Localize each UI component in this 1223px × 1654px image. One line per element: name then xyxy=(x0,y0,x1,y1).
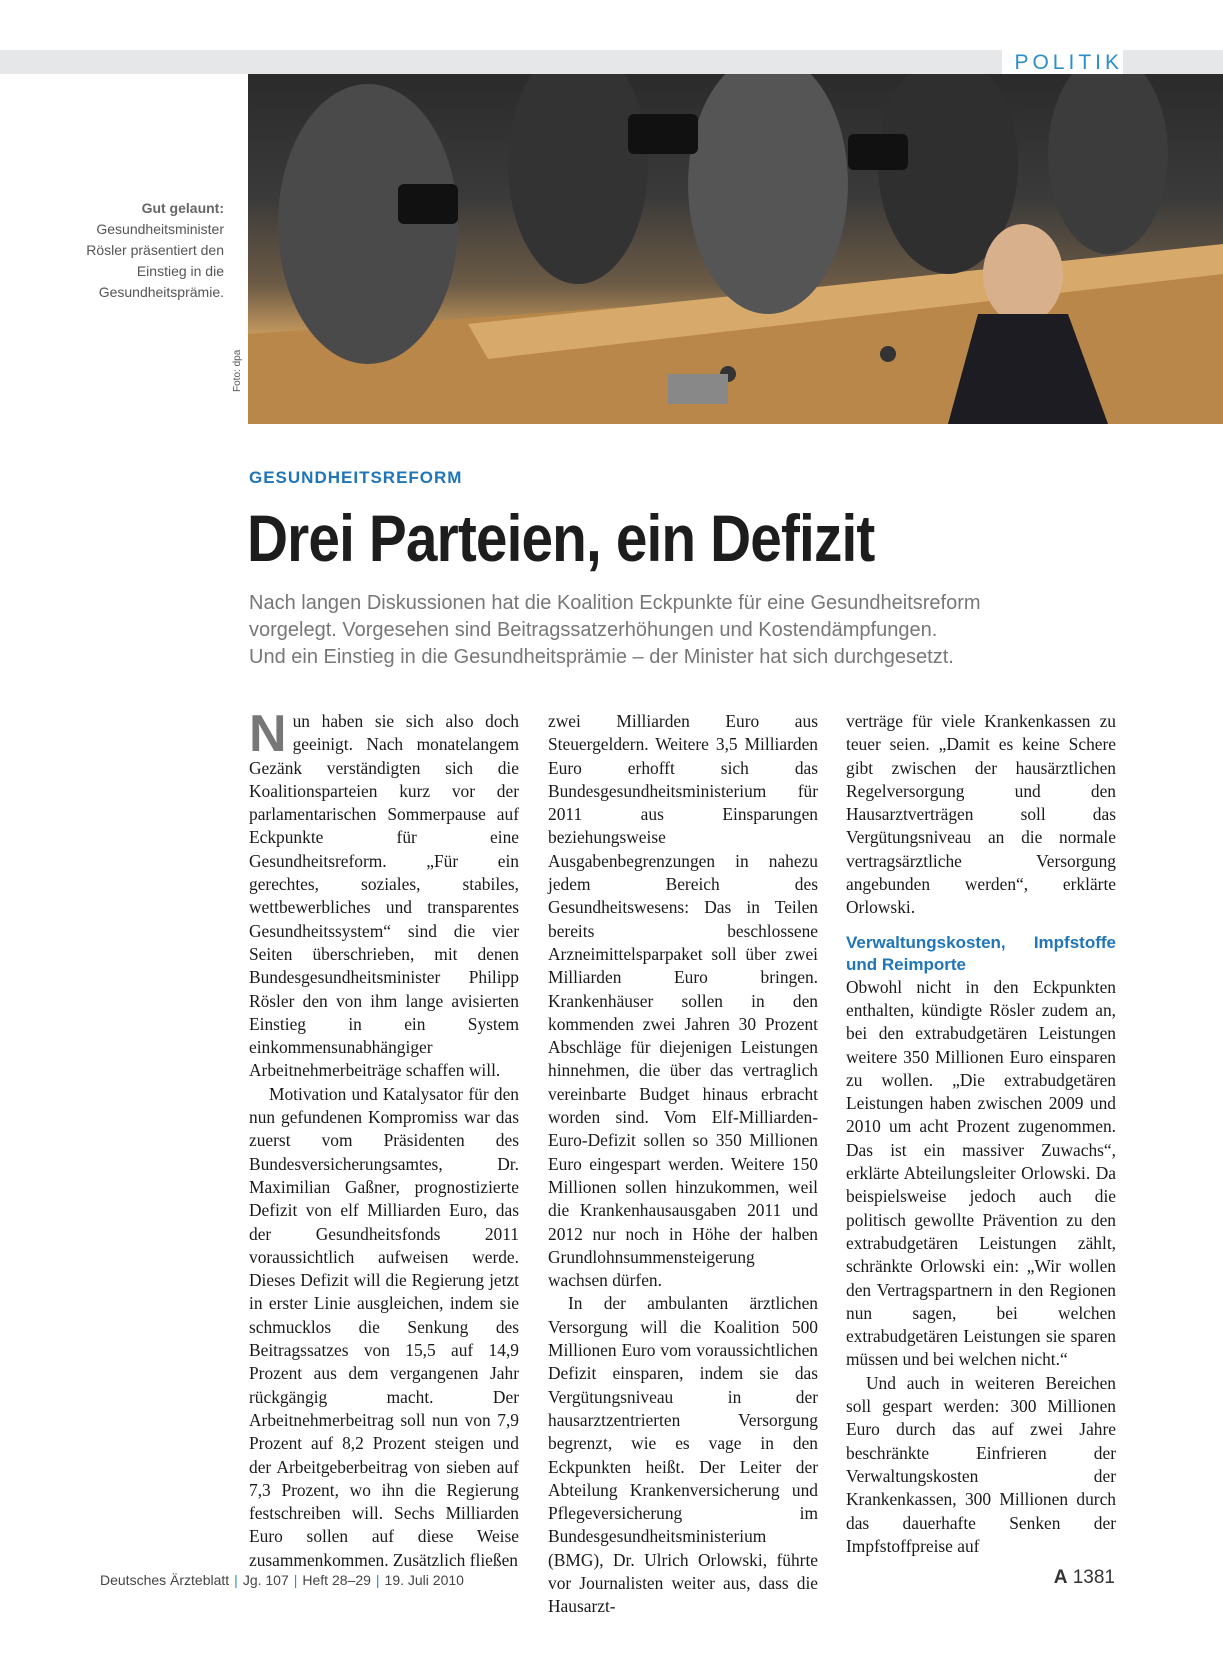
page-number-value: 1381 xyxy=(1072,1567,1115,1588)
photo-caption xyxy=(60,198,224,303)
page-footer xyxy=(100,1572,464,1588)
article-column-1 xyxy=(249,705,519,1572)
paragraph: Obwohl nicht in den Eckpunkten enthalten, kündigte Rösler zudem an, bei den extrabudgetären Leistungen weitere 350 Millionen Euro einsparen zu wollen. „Die extrabudgetären Leistungen haben zwischen 2009 und 2010 um acht Prozent zugenommen. Das ist ein massiver Zuwachs“, erklärte Abteilungsleiter Orlowski. Da beispielsweise jedoch auch die politisch gewollte Prävention zu den extrabudgetären Leistungen zählt, schränkte Orlowski ein: „Wir wollen den Vertragspartnern in den Regionen nun sagen, bei welchen extrabudgetären Leistungen sie sparen müssen und bei welchen nicht.“ xyxy=(846,976,1116,1370)
separator: | xyxy=(375,1572,380,1588)
paragraph: zwei Milliarden Euro aus Steuergeldern. Weitere 3,5 Milliarden Euro erhofft sich das Bundesgesundheitsministerium für 2011 aus Einsparungen beziehungsweise Ausgabenbegrenzungen in nahezu jedem Bereich des Gesundheitswesens: Das in Teilen bereits beschlossene Arzneimittelsparpaket soll über zwei Milliarden Euro bringen. Krankenhäuser sollen in den kommenden zwei Jahren 30 Prozent Abschläge für diejenigen Leistungen hinnehmen, die über das vertraglich vereinbarte Budget hinaus erbracht worden sind. Vom Elf-Milliarden-Euro-Defizit sollen so 350 Millionen Euro eingespart werden. Weitere 150 Millionen sollen hinzukommen, weil die Krankenhausausgaben 2011 und 2012 nur noch in Höhe der halben Grundlohnsummensteigerung wachsen dürfen. xyxy=(548,711,818,1291)
paragraph xyxy=(249,705,519,1083)
section-subheading: Verwaltungskosten, Impfstoffe und Reimporte xyxy=(846,932,1116,974)
article-photo xyxy=(248,74,1223,424)
paragraph: Und auch in weiteren Bereichen soll gespart werden: 300 Millionen Euro durch das auf zwei Jahre beschränkte Einfrieren der Verwaltungskosten der Krankenkassen, 300 Millionen durch das dauerhafte Senken der Impfstoffpreise auf xyxy=(846,1372,1116,1556)
photo-credit: Foto: dpa xyxy=(232,349,243,392)
issue-date: 19. Juli 2010 xyxy=(384,1572,464,1588)
caption-text: Gesundheitsminister Rösler präsentiert den Einstieg in die Gesundheitsprämie. xyxy=(86,221,224,300)
journal-name: Deutsches Ärzteblatt xyxy=(100,1572,230,1588)
press-photo-illustration xyxy=(248,74,1223,424)
lede-line: Und ein Einstieg in die Gesundheitsprämie – der Minister hat sich durchgesetzt. xyxy=(249,646,954,668)
paragraph: verträge für viele Krankenkassen zu teuer seien. „Damit es keine Schere gibt zwischen der hausärztlichen Regelversorgung und den Hausarztverträgen soll das Vergütungsniveau an die normale vertragsärztliche Versorgung angebunden werden“, erklärte Orlowski. xyxy=(846,711,1116,918)
caption-title: Gut gelaunt: xyxy=(141,200,224,216)
volume: Jg. 107 xyxy=(242,1572,289,1588)
lede-line: Nach langen Diskussionen hat die Koalition Eckpunkte für eine Gesundheitsreform xyxy=(249,592,981,614)
article-column-3 xyxy=(846,710,1116,1558)
article-headline: Drei Parteien, ein Defizit xyxy=(247,501,875,575)
section-label: POLITIK xyxy=(1002,50,1123,74)
article-column-2 xyxy=(548,710,818,1619)
article-kicker: GESUNDHEITSREFORM xyxy=(249,468,463,487)
paragraph-text: un haben sie sich also doch geeinigt. Nach monatelangem Gezänk verständigten sich die Koalitionsparteien kurz vor der parlamentarischen Sommerpause auf Eckpunkte für eine Gesundheitsreform. „Für ein gerechtes, soziales, stabiles, wettbewerbliches und transparentes Gesundheitssystem“ sind die vier Seiten überschrieben, mit denen Bundesgesundheitsminister Philipp Rösler den von ihm lange avisierten Einstieg in ein System einkommensunabhängiger Arbeitnehmerbeiträge schaffen will. xyxy=(249,711,519,1081)
issue: Heft 28–29 xyxy=(302,1572,371,1588)
page-number xyxy=(1054,1567,1115,1589)
lede-line: vorgelegt. Vorgesehen sind Beitragssatzerhöhungen und Kostendämpfungen. xyxy=(249,619,938,641)
separator: | xyxy=(234,1572,238,1588)
drop-cap: N xyxy=(249,705,287,763)
page-prefix: A xyxy=(1053,1567,1068,1588)
article-lede xyxy=(249,590,1189,671)
separator: | xyxy=(293,1572,298,1588)
paragraph: Motivation und Katalysator für den nun gefundenen Kompromiss war das zuerst vom Präsidenten des Bundesversicherungsamtes, Dr. Maximilian Gaßner, prognostizierte Defizit von elf Milliarden Euro, das der Gesundheitsfonds 2011 voraussichtlich aufweisen werde. Dieses Defizit will die Regierung jetzt in erster Linie ausgleichen, indem sie schmucklos die Senkung des Beitragssatzes von 15,5 auf 14,9 Prozent aus dem vergangenen Jahr rückgängig macht. Der Arbeitnehmerbeitrag soll nun von 7,9 Prozent auf 8,2 Prozent steigen und der Arbeitgeberbeitrag von sieben auf 7,3 Prozent, wo ihn die Regierung festschreiben will. Sechs Milliarden Euro sollen auf diese Weise zusammenkommen. Zusätzlich fließen xyxy=(249,1083,519,1570)
paragraph: In der ambulanten ärztlichen Versorgung will die Koalition 500 Millionen Euro vom voraussichtlichen Defizit einsparen, indem sie das Vergütungsniveau in der hausarztzentrierten Versorgung begrenzt, wie es vage in den Eckpunkten heißt. Der Leiter der Abteilung Krankenversicherung und Pflegeversicherung im Bundesgesundheitsministerium (BMG), Dr. Ulrich Orlowski, führte vor Journalisten weiter aus, dass die Hausarzt- xyxy=(548,1293,818,1617)
